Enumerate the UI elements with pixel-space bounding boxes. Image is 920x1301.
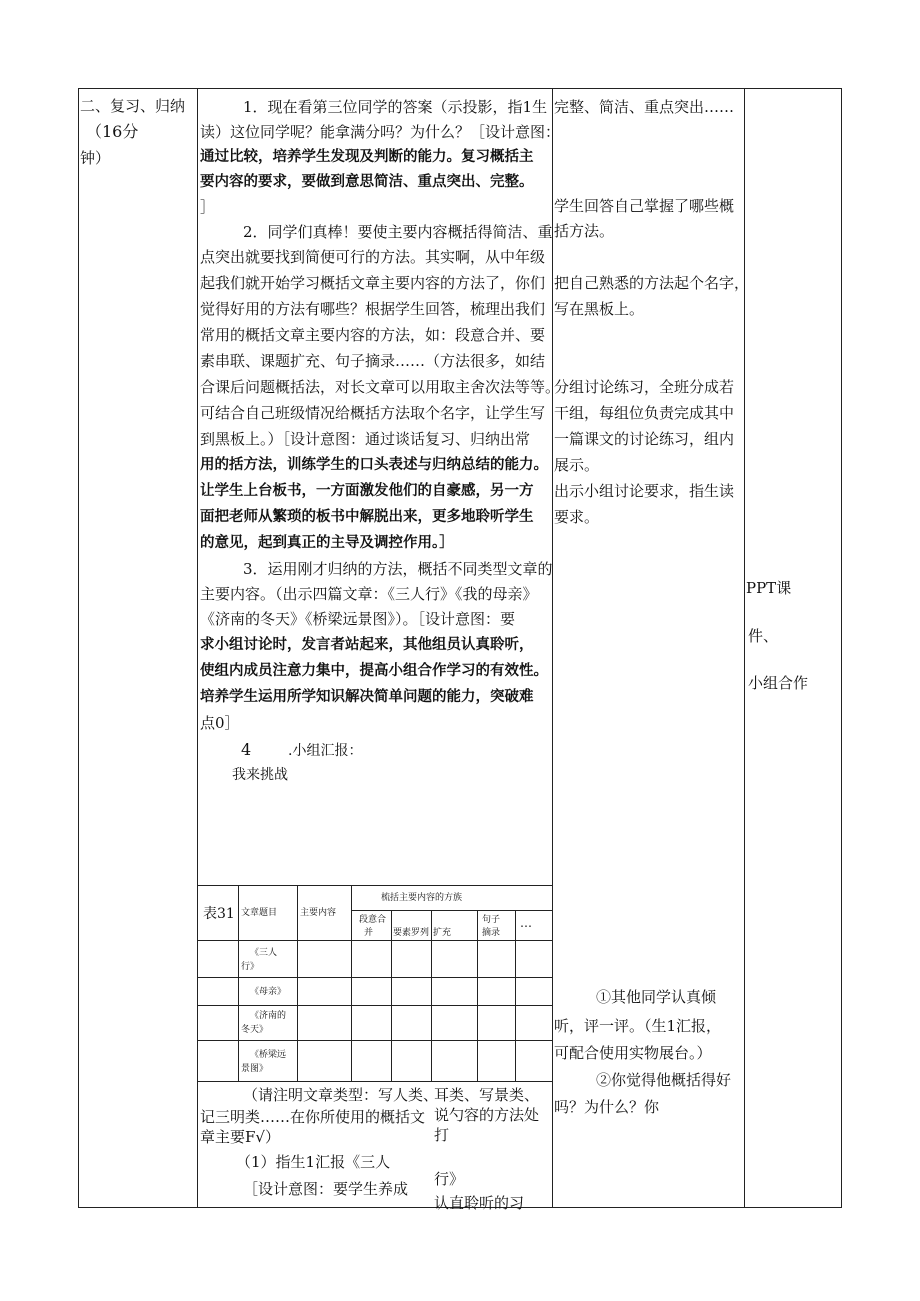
p4-number: 4: [241, 740, 252, 759]
col3-d-1: 出示小组讨论要求，指生读: [554, 482, 735, 500]
p1-line-2: 读）这位同学呢？能拿满分吗？为什么？［设计意图：: [200, 123, 561, 141]
outer-top-border: [78, 88, 842, 89]
outer-left-border: [78, 88, 79, 1208]
p3-line-3: 《济南的冬天》《桥梁远景图》）。［设计意图：要: [200, 610, 516, 628]
col3-c-2: 干组，每组位负责完成其中: [554, 404, 735, 422]
overflow-line-2: 说勺容的方法处: [434, 1106, 540, 1124]
col3-e-4: ②你觉得他概括得好: [596, 1071, 732, 1089]
p2-line-10: 用的括方法，训练学生的口头表述与归纳总结的能力。: [200, 457, 548, 473]
sub-header-3: 扩充: [433, 928, 452, 938]
bottom-line-4: （1）指生1汇报《三人: [236, 1153, 391, 1171]
col3-e-2: 听，评一评。（生1汇报，: [554, 1017, 722, 1035]
col3-e-1: ①其他同学认真倾: [596, 988, 717, 1006]
col3-b-1: 把自己熟悉的方法起个名字，: [554, 274, 750, 292]
sub-header-5: …: [520, 916, 532, 930]
p3-line-5: 使组内成员注意力集中，提高小组合作学习的有效性。: [200, 663, 548, 679]
p4-text: .小组汇报：: [288, 743, 363, 759]
overflow-line-4: 行》: [434, 1170, 465, 1188]
p3-line-4: 求小组讨论时，发言者站起来，其他组员认真聆听，: [200, 637, 534, 653]
resource-group: 小组合作: [748, 674, 809, 692]
p2-line-4: 觉得好用的方法有哪些？根据学生回答，梳理出我们: [200, 300, 546, 318]
sub-header-2: 要素罗列: [393, 928, 430, 938]
p2-line-9: 到黑板上。）［设计意图：通过谈话复习、归纳出常: [200, 430, 531, 448]
section-title: 二、复习、归纳: [80, 97, 186, 115]
p2-line-8: 可结合自己班级情况给概括方法取个名字，让学生写: [200, 404, 546, 422]
col3-c-4: 展示。: [554, 456, 600, 474]
col3-a-1: 学生回答自己掌握了哪些概: [554, 197, 735, 215]
sub-header-4b: 摘录: [482, 928, 501, 938]
p1-line-5: ］: [200, 198, 216, 216]
row-2: 《母亲》: [250, 987, 287, 997]
col-divider-2: [552, 88, 553, 1208]
p2-line-5: 常用的概括文章主要内容的方法，如：段意合并、要: [200, 326, 546, 344]
p2-line-11: 让学生上台板书，一方面激发他们的自豪感，另一方: [200, 483, 534, 499]
bottom-line-1: （请注明文章类型：写人类、: [243, 1086, 439, 1104]
table-label: 表31: [203, 906, 235, 922]
col3-e-3: 可配合使用实物展台。）: [554, 1044, 712, 1062]
header-content: 主要内容: [300, 908, 337, 918]
p2-line-1: 2．同学们真棒！要使主要内容概括得简洁、重: [243, 223, 553, 241]
p2-line-6: 素串联、课题扩充、句子摘录……（方法很多，如结: [200, 352, 546, 370]
row-3-a: 《济南的: [250, 1011, 287, 1021]
p3-line-1: 3．运用刚才归纳的方法，概括不同类型文章的: [243, 560, 553, 578]
p3-line-7: 点0］: [200, 714, 240, 732]
row-3-b: 冬天》: [241, 1025, 269, 1035]
resource-courseware: 件、: [748, 627, 779, 645]
header-methods: 梳括主要内容的方族: [381, 893, 463, 903]
p2-line-13: 的意见，起到真正的主导及调控作用。］: [200, 535, 454, 551]
resource-ppt: PPT课: [746, 579, 792, 597]
sub-header-1a: 段意合: [359, 915, 387, 925]
bottom-line-3: 章主要F√）: [200, 1128, 280, 1146]
bottom-line-2: 记三明类……在你所使用的概括文: [200, 1108, 426, 1126]
section-duration: （16分: [86, 122, 139, 141]
col3-b-2: 写在黑板上。: [554, 300, 645, 318]
col3-e-5: 吗？为什么？你: [554, 1098, 660, 1116]
col3-c-3: 一篇课文的讨论练习，组内: [554, 430, 735, 448]
section-duration-end: 钟）: [80, 149, 111, 167]
p2-line-2: 点突出就要找到简便可行的方法。其实啊，从中年级: [200, 248, 546, 266]
overflow-line-3: 打: [434, 1126, 450, 1144]
row-4-b: 景图》: [241, 1064, 269, 1074]
p3-line-6: 培养学生运用所学知识解决简单问题的能力，突破难: [200, 689, 534, 705]
bottom-line-5: ［设计意图：要学生养成: [243, 1180, 409, 1198]
row-1-a: 《三人: [250, 948, 278, 958]
p2-line-3: 起我们就开始学习概括文章主要内容的方法了，你们: [200, 274, 546, 292]
p1-line-4: 要内容的要求，要做到意思简洁、重点突出、完整。: [200, 174, 534, 190]
col3-a-2: 括方法。: [554, 222, 615, 240]
row-4-a: 《桥梁远: [250, 1050, 287, 1060]
p2-line-12: 面把老师从繁琐的板书中解脱出来，更多地聆听学生: [200, 509, 534, 525]
col3-d-2: 要求。: [554, 508, 600, 526]
outer-right-border: [841, 88, 842, 1208]
col3-c-1: 分组讨论练习，全班分成若: [554, 378, 735, 396]
p1-line-1: 1．现在看第三位同学的答案（示投影，指1生: [243, 98, 548, 116]
p1-line-3: 通过比较，培养学生发现及判断的能力。复习概括主: [200, 149, 534, 165]
sub-header-4a: 句子: [482, 915, 501, 925]
sub-header-1b: 并: [364, 928, 374, 938]
overflow-line-5: 认直聆听的习: [434, 1194, 525, 1212]
challenge-label: 我来挑战: [232, 767, 288, 783]
p3-line-2: 主要内容。（出示四篇文章：《三人行》《我的母亲》: [200, 585, 538, 603]
p2-line-7: 合课后问题概括法，对长文章可以用取主舍次法等等。: [200, 378, 561, 396]
col3-top: 完整、简洁、重点突出……: [554, 98, 735, 116]
header-title: 文章题目: [241, 908, 278, 918]
row-1-b: 行》: [241, 962, 260, 972]
col-divider-3: [744, 88, 745, 1208]
overflow-line-1: 耳类、写景类、: [434, 1086, 540, 1104]
